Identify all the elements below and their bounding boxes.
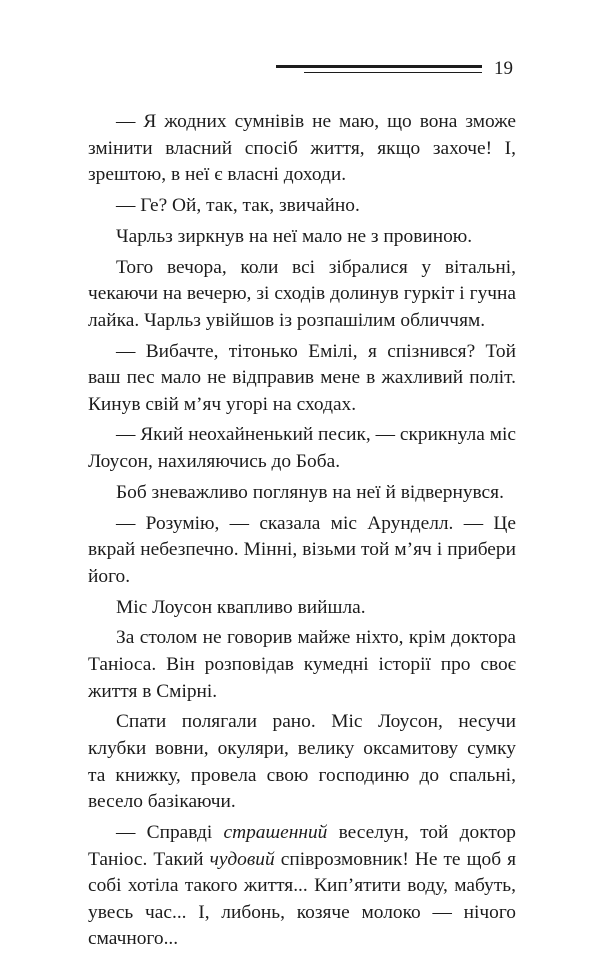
paragraph: — Ге? Ой, так, так, звичайно. [116, 194, 360, 216]
paragraph: За столом не говорив майже ніхто, крім доктора Таніоса. Він розповідав кумедні історії про своє життя в Смірні. [88, 627, 516, 702]
running-header [270, 58, 520, 84]
italic-emphasis: чудовий [209, 848, 275, 870]
paragraph-text: веселун, той доктор Таніос. Такий [88, 821, 516, 870]
paragraph: — Вибачте, тітонько Емілі, я спізнився? Той ваш пес мало не відправив мене в жахливий політ. Кинув свій м’яч угорі на сходах. [88, 340, 516, 415]
paragraph: Того вечора, коли всі зібралися у вітальні, чекаючи на вечерю, зі сходів долинув гуркіт і гучна лайка. Чарльз увійшов із розпашілим обличчям. [88, 256, 516, 331]
paragraph: Спати полягали рано. Міс Лоусон, несучи клубки вовни, окуляри, велику оксамитову сумку та книжку, провела свою господиню до спальні, весело базікаючи. [88, 711, 516, 813]
header-rule-thin [304, 72, 482, 73]
italic-emphasis: страшенний [223, 821, 328, 843]
paragraph [88, 820, 516, 953]
header-rule-thick [276, 65, 482, 68]
paragraph: — Розумію, — сказала міс Арунделл. — Це вкрай небезпечно. Мінні, візьми той м’яч і прибери його. [88, 512, 516, 587]
page-number: 19 [494, 58, 513, 79]
paragraph: Чарльз зиркнув на неї мало не з провиною. [116, 225, 473, 247]
paragraph: Боб зневажливо поглянув на неї й відвернувся. [116, 481, 504, 503]
paragraph: Міс Лоусон квапливо вийшла. [116, 596, 366, 618]
paragraph: — Я жодних сумнівів не маю, що вона зможе змінити власний спосіб життя, якщо захоче! І, зрештою, в неї є власні доходи. [88, 111, 516, 186]
paragraph: — Який неохайненький песик, — скрикнула міс Лоусон, нахиляючись до Боба. [88, 424, 516, 473]
paragraph-text: співрозмовник! Не те щоб я собі хотіла такого життя... Кип’ятити воду, мабуть, увесь час... І, либонь, козяче молоко — нічого смачного... [88, 848, 517, 950]
body-text [88, 109, 516, 957]
paragraph-text: — Справді [116, 821, 224, 843]
